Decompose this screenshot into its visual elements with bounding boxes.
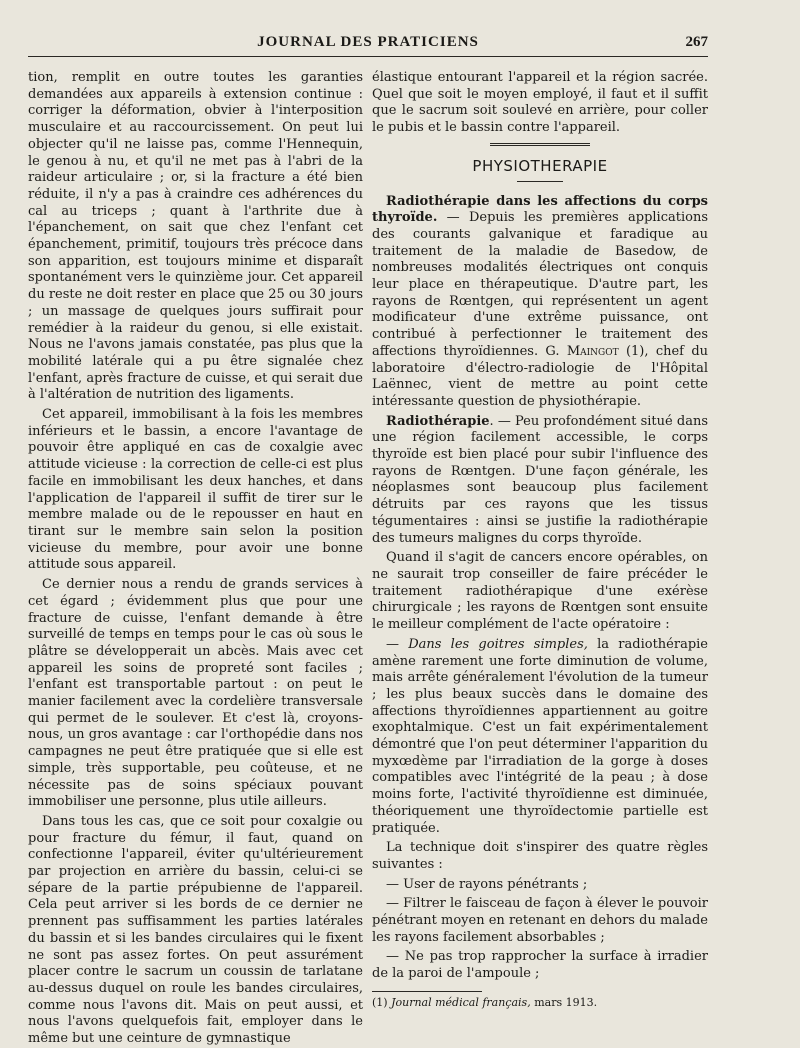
cancers-paragraph: Quand il s'agit de cancers encore opérables, on ne saurait trop conseiller de faire précéder le traitement radiothérapique d'une exérèse chirurgicale ; les rayons de Rœntgen sont ensuite le meilleur complément de l'acte opératoire : bbox=[372, 550, 708, 633]
footnote-divider bbox=[372, 991, 482, 992]
left-column bbox=[28, 70, 363, 1048]
intro-text: — Depuis les premières applications des courants galvanique et faradique au traitement de la maladie de Basedow, de nombreuses modalités électriques ont conquis leur place en thérapeutique. D'autre part, les rayons de Rœntgen, qui représentent un agent modificateur d'une extrême puissance, ont contribué à perfectionner le traitement des affections thyroïdiennes. G. bbox=[372, 210, 708, 359]
article-heading: Radiothérapie dans les affections du corps thyroïde. bbox=[372, 193, 708, 226]
technique-paragraph: La technique doit s'inspirer des quatre règles suivantes : bbox=[372, 840, 708, 872]
subheading: Radiothérapie bbox=[386, 413, 490, 429]
intro-paragraph bbox=[372, 194, 708, 411]
technique-rule-2: — Filtrer le faisceau de façon à élever le pouvoir pénétrant moyen en retenant en dehors du malade les rayons facilement absorbables ; bbox=[372, 896, 708, 945]
page-number: 267 bbox=[685, 34, 708, 50]
page-header bbox=[28, 26, 708, 57]
paragraph: Cet appareil, immobilisant à la fois les membres inférieurs et le bassin, a encore l'avantage de pouvoir être appliqué en cas de coxalgie avec attitude vicieuse : la correction de celle-ci est plus facile en immobilisant les deux hanches, et dans l'application de l'appareil il suffit de tirer sur le membre malade ou de le repousser en haut en tirant sur le membre sain selon la position vicieuse du membre, pour avoir une bonne attitude sous appareil. bbox=[28, 407, 363, 573]
intro-text-2: (1), chef du laboratoire d'électro-radiologie de l'Hôpital Laënnec, vient de mettre au point cette intéressante question de physiothérapie. bbox=[372, 343, 709, 409]
footnote-mark: (1) bbox=[372, 995, 392, 1009]
technique-rule-3: — Ne pas trop rapprocher la surface à irradier de la paroi de l'ampoule ; bbox=[372, 949, 708, 982]
goitres-paragraph bbox=[372, 637, 708, 837]
footnote-journal: Journal médical français, bbox=[391, 995, 531, 1009]
footnote-date: mars 1913. bbox=[530, 995, 598, 1009]
title-underline bbox=[517, 181, 563, 182]
author-name: Maingot bbox=[566, 343, 619, 359]
technique-rule-1: — User de rayons pénétrants ; bbox=[386, 876, 588, 892]
goitres-text: la radiothérapie amène rarement une forte diminution de volume, mais arrête généralement l'évolution de la tumeur ; les plus beaux succès dans le domaine des affections thyroïdiennes appartiennent au goitre exophtalmique. C'est un fait expérimentalement démontré que l'on peut déterminer l'apparition du myxœdème par l'irradiation de la gorge à doses compatibles avec l'intégrité de la peau ; à dose moins forte, l'activité thyroïdienne est diminuée, théoriquement une thyroïdectomie partielle est pratiquée. bbox=[372, 636, 708, 836]
continuation-paragraph: élastique entourant l'appareil et la région sacrée. Quel que soit le moyen employé, il faut et il suffit que le sacrum soit soulevé en arrière, pour coller le pubis et le bassin contre l'appareil. bbox=[372, 70, 708, 136]
radiotherapy-paragraph bbox=[372, 414, 708, 548]
section-title: PHYSIOTHERAPIE bbox=[472, 156, 608, 175]
footnote bbox=[372, 996, 708, 1010]
dash: — bbox=[386, 636, 409, 652]
goitres-italic: Dans les goitres simples, bbox=[408, 636, 588, 652]
section-divider bbox=[490, 143, 590, 148]
paragraph: Ce dernier nous a rendu de grands services à cet égard ; évidemment plus que pour une fracture de cuisse, l'enfant demande à être surveillé de temps en temps pour le cas où sous le plâtre se développerait un abcès. Mais avec cet appareil les soins de propreté sont faciles ; l'enfant est transportable partout : on peut le manier facilement avec la cordelière transversale qui permet de le soulever. Et c'est là, croyons-nous, un gros avantage : car l'orthopédie dans nos campagnes ne peut être pratiquée que si elle est simple, très supportable, peu coûteuse, et ne nécessite pas de soins spéciaux pouvant immobiliser une personne, plus utile ailleurs. bbox=[28, 577, 363, 810]
paragraph: Dans tous les cas, que ce soit pour coxalgie ou pour fracture du fémur, il faut, quand on confectionne l'appareil, éviter qu'ultérieurement par projection en arrière du bassin, celui-ci se sépare de la partie prépubienne de l'appareil. Cela peut arriver si les bords de ce dernier ne prennent pas suffisamment les parties latérales du bassin et si les bandes circulaires qui le fixent ne sont pas assez fortes. On peut assurément placer contre le sacrum un coussin de tarlatane au-dessus duquel on roule les bandes circulaires, comme nous l'avons dit. Mais on peut aussi, et nous l'avons quelquefois fait, employer dans le même but une ceinture de gymnastique bbox=[28, 813, 363, 1047]
right-column bbox=[372, 70, 708, 1010]
paragraph: tion, remplit en outre toutes les garanties demandées aux appareils à extension continue : corriger la déformation, obvier à l'interposition musculaire et au raccourcissement. On peut lui objecter qu'il ne laisse pas, comme l'Hennequin, le genou à nu, et qu'il ne met pas à l'abri de la raideur articulaire ; or, si la fracture a été bien réduite, il n'y a pas à craindre ces adhérences du cal au triceps ; quant à l'arthrite due à l'épanchement, on sait que chez l'enfant cet épanchement, primitif, toujours très précoce dans son apparition, est toujours minime et disparaît spontanément vers le quinzième jour. Cet appareil du reste ne doit rester en place que 25 ou 30 jours ; un massage de quelques jours suffirait pour remédier à la raideur du genou, si elle existait. Nous ne l'avons jamais constatée, pas plus que la mobilité latérale qui a pu être signalée chez l'enfant, après fracture de cuisse, et qui serait due à l'altération de nutrition des ligaments. bbox=[28, 70, 364, 403]
radiotherapy-text: . — Peu profondément situé dans une région facilement accessible, le corps thyroïde est bien placé pour subir l'influence des rayons de Rœntgen. D'une façon générale, les néoplasmes sont beaucoup plus facilement détruits par ces rayons que les tissus tégumentaires : ainsi se justifie la radiothérapie des tumeurs malignes du corps thyroïde. bbox=[372, 413, 708, 546]
running-title: JOURNAL DES PRATICIENS bbox=[257, 34, 479, 50]
